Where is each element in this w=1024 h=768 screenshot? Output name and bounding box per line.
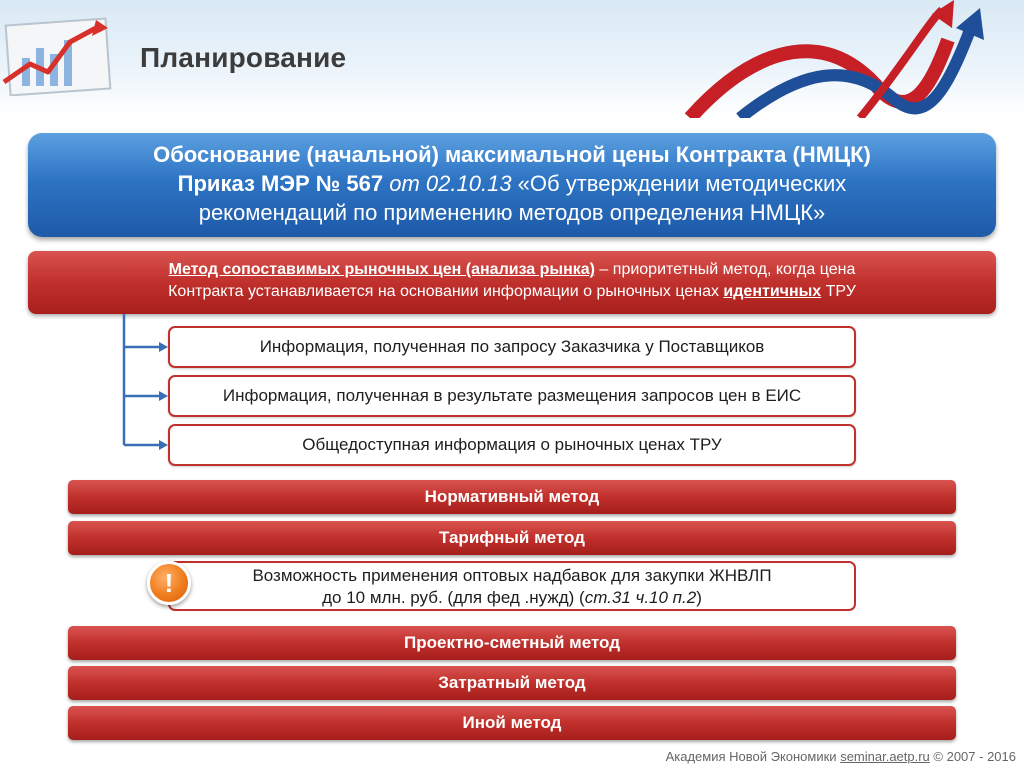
banner-order: Приказ МЭР № 567 от 02.10.13 «Об утверждении методических (177, 171, 847, 196)
normative-method-bar: Нормативный метод (68, 480, 956, 514)
market-price-method-box (28, 251, 996, 314)
page-title: Планирование (140, 42, 347, 73)
design-estimate-method-bar: Проектно-сметный метод (68, 626, 956, 660)
tariff-method-bar: Тарифный метод (68, 521, 956, 555)
banner-title: Обоснование (начальной) максимальной цены Контракта (НМЦК) (153, 142, 871, 167)
wholesale-markup-note (168, 561, 856, 611)
nmck-banner (28, 133, 996, 237)
market-price-method-line1: Метод сопоставимых рыночных цен (анализа рынка) – приоритетный метод, когда цена (168, 261, 856, 278)
banner-order-subject: рекомендаций по применению методов определения НМЦК» (198, 200, 826, 225)
note-line1: Возможность применения оптовых надбавок для закупки ЖНВЛП (252, 566, 772, 585)
other-method-bar: Иной метод (68, 706, 956, 740)
cost-method-bar: Затратный метод (68, 666, 956, 700)
footer-site-link[interactable]: seminar.aetp.ru (840, 749, 930, 764)
decorative-arrows (680, 0, 1024, 118)
footer-credit: Академия Новой Экономики seminar.aetp.ru © 2007 - 2016 (665, 749, 1016, 764)
growth-chart-icon (0, 14, 118, 96)
info-item: Информация, полученная по запросу Заказчика у Поставщиков (168, 326, 856, 368)
info-item: Информация, полученная в результате размещения запросов цен в ЕИС (168, 375, 856, 417)
info-item: Общедоступная информация о рыночных ценах ТРУ (168, 424, 856, 466)
note-line2: до 10 млн. руб. (для фед .нужд) (ст.31 ч.10 п.2) (322, 588, 702, 607)
slide-header (0, 0, 1024, 118)
exclamation-icon: ! (147, 561, 191, 605)
market-price-method-line2: Контракта устанавливается на основании информации о рыночных ценах идентичных ТРУ (168, 283, 856, 300)
